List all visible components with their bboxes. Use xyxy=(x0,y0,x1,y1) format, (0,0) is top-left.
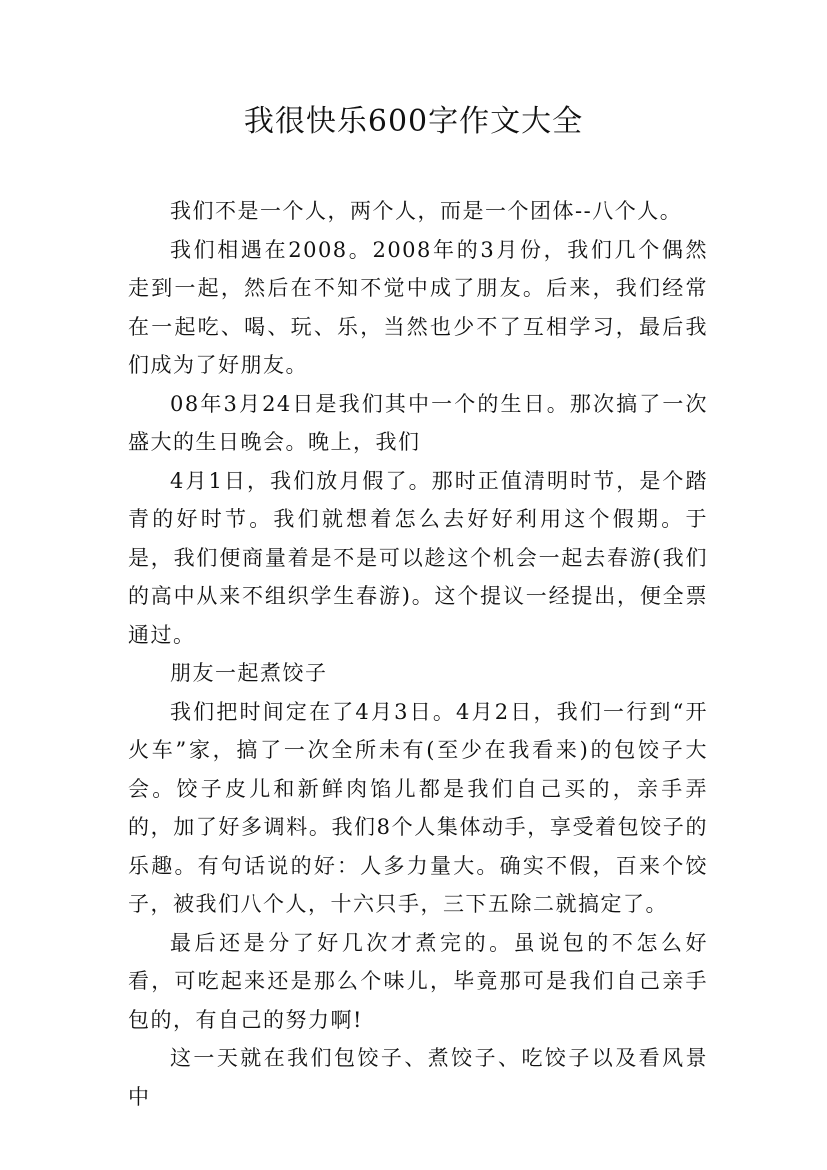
paragraph-6: 最后还是分了好几次才煮完的。虽说包的不怎么好看，可吃起来还是那么个味儿，毕竟那可是我们自己亲手包的，有自己的努力啊! xyxy=(128,930,708,1032)
paragraph-4: 4月1日，我们放月假了。那时正值清明时节，是个踏青的好时节。我们就想着怎么去好好利用这个假期。于是，我们便商量着是不是可以趁这个机会一起去春游(我们的高中从来不组织学生春游)。这个提议一经提出，便全票通过。 xyxy=(128,468,708,647)
paragraph-5: 我们把时间定在了4月3日。4月2日，我们一行到“开火车”家，搞了一次全所未有(至少在我看来)的包饺子大会。饺子皮儿和新鲜肉馅儿都是我们自己买的，亲手弄的，加了好多调料。我们8个人集体动手，享受着包饺子的乐趣。有句话说的好：人多力量大。确实不假，百来个饺子，被我们八个人，十六只手，三下五除二就搞定了。 xyxy=(128,699,708,916)
section-heading: 朋友一起煮饺子 xyxy=(170,661,328,685)
paragraph-2: 我们相遇在2008。2008年的3月份，我们几个偶然走到一起，然后在不知不觉中成了朋友。后来，我们经常在一起吃、喝、玩、乐，当然也少不了互相学习，最后我们成为了好朋友。 xyxy=(128,237,708,377)
document-body xyxy=(128,192,708,1116)
paragraph-7: 这一天就在我们包饺子、煮饺子、吃饺子以及看风景中 xyxy=(128,1046,708,1109)
paragraph-3: 08年3月24日是我们其中一个的生日。那次搞了一次盛大的生日晚会。晚上，我们 xyxy=(128,391,708,454)
paragraph-1: 我们不是一个人，两个人，而是一个团体--八个人。 xyxy=(170,199,683,223)
document-title: 我很快乐600字作文大全 xyxy=(243,104,584,139)
